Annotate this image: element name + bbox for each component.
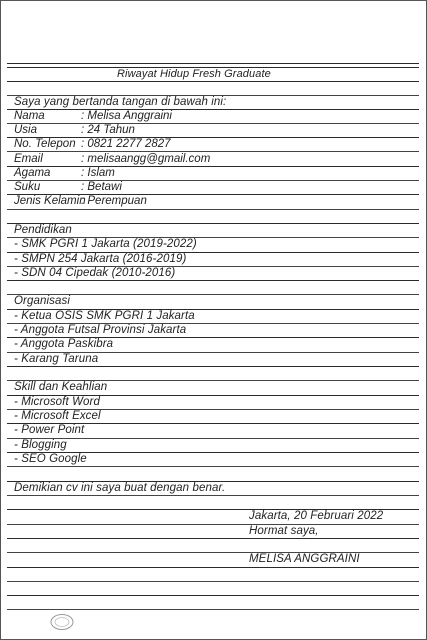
value-nama: : Melisa Anggraini xyxy=(81,110,172,122)
ruled-line xyxy=(7,366,419,367)
ruled-line xyxy=(7,280,419,281)
page-title: Riwayat Hidup Fresh Graduate xyxy=(117,68,271,80)
value-suku: : Betawi xyxy=(81,181,122,193)
organization-heading: Organisasi xyxy=(14,295,70,307)
value-agama: : Islam xyxy=(81,167,115,179)
organization-item: - Anggota Paskibra xyxy=(14,338,114,350)
ruled-line xyxy=(7,581,419,582)
signature-place-date: Jakarta, 20 Februari 2022 xyxy=(249,510,384,522)
label-nama: Nama xyxy=(14,110,45,122)
ruled-line xyxy=(7,567,419,568)
label-suku: Suku xyxy=(14,181,41,193)
skills-item: - Microsoft Excel xyxy=(14,410,101,422)
organization-item: - Ketua OSIS SMK PGRI 1 Jakarta xyxy=(14,310,195,322)
label-email: Email xyxy=(14,153,43,165)
skills-item: - Microsoft Word xyxy=(14,396,100,408)
intro-text: Saya yang bertanda tangan di bawah ini: xyxy=(14,96,227,108)
organization-item: - Karang Taruna xyxy=(14,353,99,365)
ruled-line xyxy=(7,495,419,496)
ruled-line xyxy=(7,81,419,82)
value-telepon: : 0821 2277 2827 xyxy=(81,138,171,150)
ruled-line xyxy=(7,123,419,124)
signature-regards: Hormat saya, xyxy=(249,525,319,537)
ruled-line xyxy=(7,109,419,110)
label-jenis-kelamin: Jenis Kelamin xyxy=(14,195,86,207)
education-item: - SMPN 254 Jakarta (2016-2019) xyxy=(14,253,187,265)
ruled-line xyxy=(7,524,419,525)
ruled-line xyxy=(7,63,419,64)
label-telepon: No. Telepon xyxy=(14,138,76,150)
ruled-line xyxy=(7,180,419,181)
value-email: : melisaangg@gmail.com xyxy=(81,153,211,165)
ruled-line xyxy=(7,151,419,152)
education-item: - SDN 04 Cipedak (2010-2016) xyxy=(14,267,176,279)
ruled-line xyxy=(7,609,419,610)
skills-item: - Blogging xyxy=(14,439,67,451)
education-item: - SMK PGRI 1 Jakarta (2019-2022) xyxy=(14,238,197,250)
ruled-line xyxy=(7,438,419,439)
label-agama: Agama xyxy=(14,167,51,179)
skills-heading: Skill dan Keahlian xyxy=(14,381,108,393)
education-heading: Pendidikan xyxy=(14,224,72,236)
ruled-line xyxy=(7,538,419,539)
organization-item: - Anggota Futsal Provinsi Jakarta xyxy=(14,324,187,336)
closing-statement: Demikian cv ini saya buat dengan benar. xyxy=(14,482,226,494)
value-usia: : 24 Tahun xyxy=(81,124,135,136)
ruled-line xyxy=(7,209,419,210)
signature-name: MELISA ANGGRAINI xyxy=(249,553,360,565)
skills-item: - Power Point xyxy=(14,424,85,436)
skills-item: - SEO Google xyxy=(14,453,87,465)
value-jenis-kelamin: : Perempuan xyxy=(81,195,147,207)
label-usia: Usia xyxy=(14,124,38,136)
ruled-line xyxy=(7,595,419,596)
ruled-line xyxy=(7,466,419,467)
ruled-line xyxy=(7,166,419,167)
stamp-icon xyxy=(49,613,75,631)
